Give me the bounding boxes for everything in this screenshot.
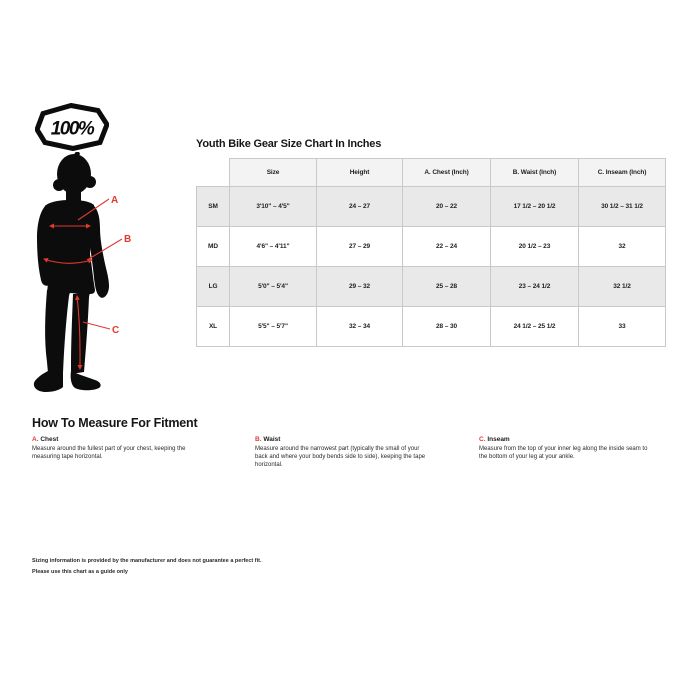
column-header-inseam: C. Inseam (Inch)	[579, 159, 666, 187]
measurement-label-a: A	[111, 195, 119, 206]
measure-description: Measure from the top of your inner leg along the inside seam to the bottom of your leg at your ankle.	[479, 446, 648, 460]
size-chart-table	[196, 158, 666, 347]
logo-text: 100%	[50, 118, 94, 140]
height-cell: 27 – 29	[317, 227, 403, 267]
waist-cell: 20 1/2 – 23	[491, 227, 579, 267]
size-chart-title: Youth Bike Gear Size Chart In Inches	[196, 138, 382, 150]
chest-cell: 22 – 24	[403, 227, 491, 267]
measure-item-inseam	[479, 436, 657, 461]
column-header-height: Height	[317, 159, 403, 187]
measure-letter: B.	[255, 436, 262, 443]
child-body-silhouette	[34, 152, 109, 392]
measure-item-chest	[32, 436, 210, 461]
size-cell: 5'0" – 5'4"	[230, 267, 317, 307]
measure-item-heading	[255, 436, 433, 443]
measurement-label-c: C	[112, 325, 120, 336]
size-row-label: MD	[197, 227, 230, 267]
measure-name: Waist	[263, 436, 281, 443]
table-row-sm	[197, 187, 666, 227]
chest-cell: 20 – 22	[403, 187, 491, 227]
child-silhouette-figure	[33, 152, 133, 398]
size-row-label: SM	[197, 187, 230, 227]
chest-cell: 25 – 28	[403, 267, 491, 307]
inseam-cell: 30 1/2 – 31 1/2	[579, 187, 666, 227]
chest-cell: 28 – 30	[403, 307, 491, 347]
height-cell: 24 – 27	[317, 187, 403, 227]
height-cell: 32 – 34	[317, 307, 403, 347]
disclaimer-line-2: Please use this chart as a guide only	[32, 569, 128, 575]
waist-cell: 17 1/2 – 20 1/2	[491, 187, 579, 227]
inseam-cell: 32	[579, 227, 666, 267]
column-header-size: Size	[230, 159, 317, 187]
table-row-xl	[197, 307, 666, 347]
measure-name: Chest	[40, 436, 59, 443]
size-row-label: LG	[197, 267, 230, 307]
height-cell: 29 – 32	[317, 267, 403, 307]
measure-item-waist	[255, 436, 433, 469]
measure-description: Measure around the fullest part of your chest, keeping the measuring tape horizontal.	[32, 446, 186, 460]
brand-logo-100percent	[35, 103, 109, 151]
column-header-waist: B. Waist (Inch)	[491, 159, 579, 187]
inseam-cell: 32 1/2	[579, 267, 666, 307]
table-corner-cell	[197, 159, 230, 187]
measure-name: Inseam	[487, 436, 510, 443]
measurement-label-b: B	[124, 234, 132, 245]
table-row-lg	[197, 267, 666, 307]
how-to-measure-title: How To Measure For Fitment	[32, 416, 198, 430]
measure-letter: A.	[32, 436, 39, 443]
inseam-cell: 33	[579, 307, 666, 347]
disclaimer-line-1: Sizing information is provided by the manufacturer and does not guarantee a perfect fit.	[32, 558, 262, 564]
table-row-md	[197, 227, 666, 267]
waist-cell: 24 1/2 – 25 1/2	[491, 307, 579, 347]
measure-description: Measure around the narrowest part (typically the small of your back and where your body bends side to side), keeping the tape horizontal.	[255, 446, 426, 468]
size-cell: 4'6" – 4'11"	[230, 227, 317, 267]
measure-item-heading	[479, 436, 657, 443]
table-header-row	[197, 159, 666, 187]
size-row-label: XL	[197, 307, 230, 347]
column-header-chest: A. Chest (Inch)	[403, 159, 491, 187]
measure-letter: C.	[479, 436, 486, 443]
size-cell: 5'5" – 5'7"	[230, 307, 317, 347]
size-cell: 3'10" – 4'5"	[230, 187, 317, 227]
disclaimer	[32, 556, 262, 578]
measure-item-heading	[32, 436, 210, 443]
waist-cell: 23 – 24 1/2	[491, 267, 579, 307]
